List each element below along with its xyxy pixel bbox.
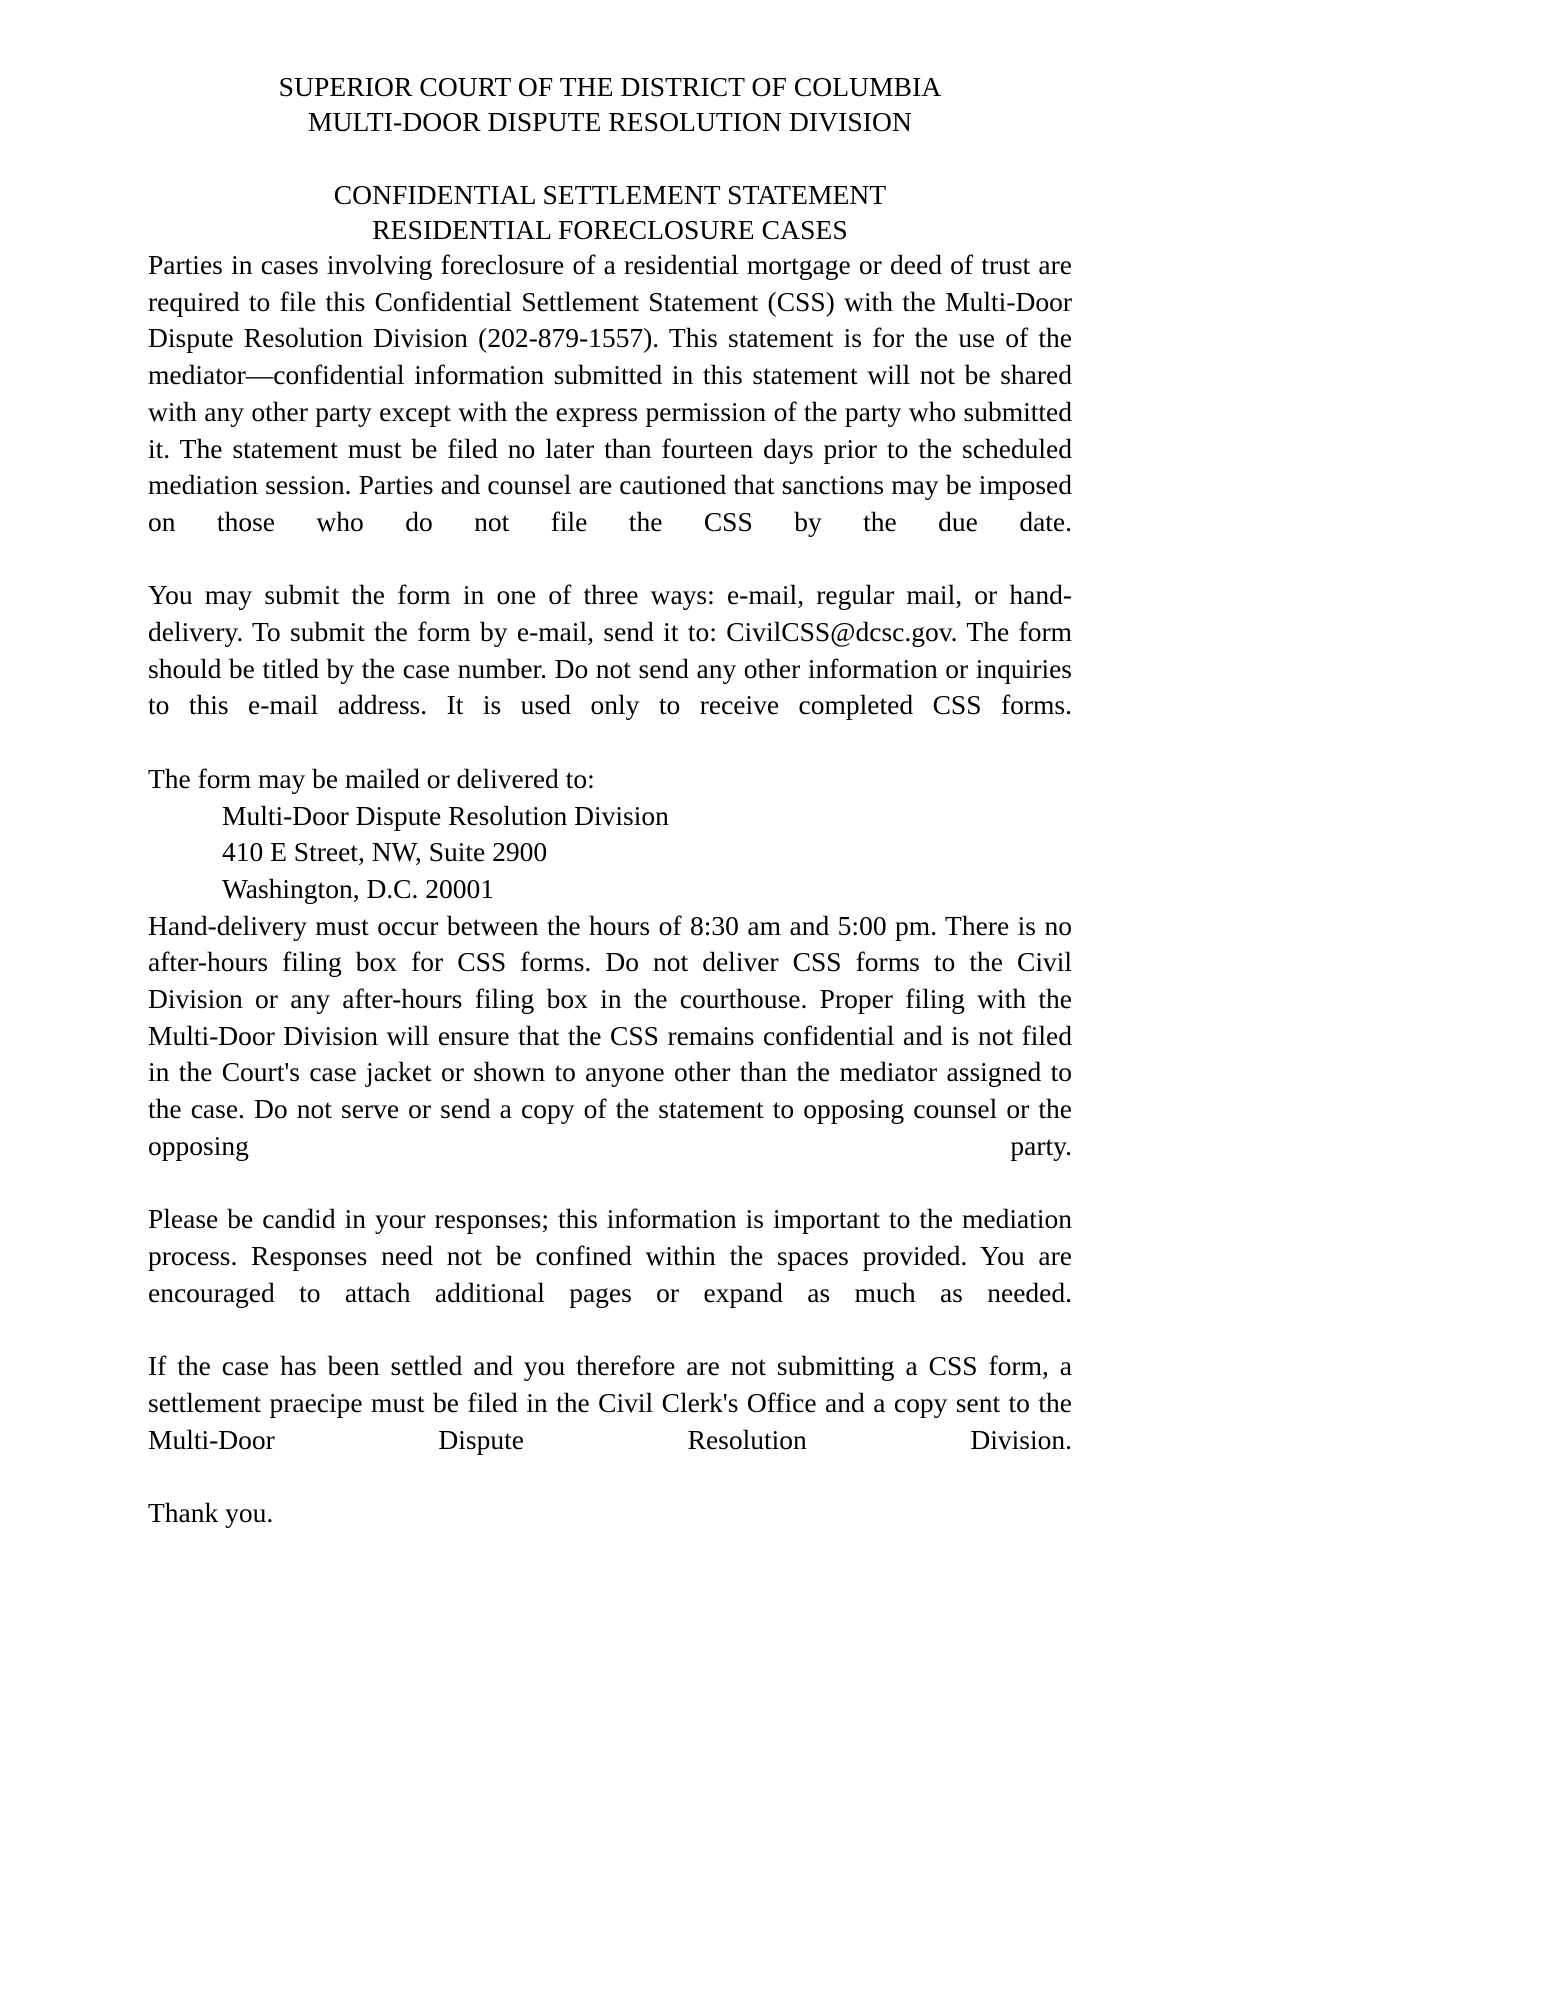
- mailing-address-block: [148, 761, 1072, 908]
- paragraph-candid-responses: Please be candid in your responses; this information is important to the mediation process. Responses need not be confined within the spaces provided. You are encouraged to attach additional pages or expand as much as needed.: [148, 1203, 1072, 1308]
- mailing-address-line-2: 410 E Street, NW, Suite 2900: [222, 836, 548, 868]
- form-heading: [148, 178, 1072, 247]
- paragraph-settled-case: If the case has been settled and you therefore are not submitting a CSS form, a settlement praecipe must be filed in the Civil Clerk's Office and a copy sent to the Multi-Door Dispute Resolution Division.: [148, 1350, 1072, 1455]
- closing-salutation: Thank you.: [148, 1496, 274, 1528]
- mailing-address-line-3: Washington, D.C. 20001: [222, 872, 495, 904]
- court-heading: [148, 70, 1072, 139]
- paragraph-filing-requirement: Parties in cases involving foreclosure of a residential mortgage or deed of trust are required to file this Confidential Settlement Statement (CSS) with the Multi-Door Dispute Resolution Division (202-879-1557). This statement is for the use of the mediator—confidential information submitted in this statement will not be shared with any other party except with the express permission of the party who submitted it. The statement must be filed no later than fourteen days prior to the scheduled mediation session. Parties and counsel are cautioned that sanctions may be imposed on those who do not file the CSS by the due date.: [148, 249, 1072, 537]
- court-heading-line-1: SUPERIOR COURT OF THE DISTRICT OF COLUMBIA: [278, 71, 942, 102]
- document-content: [148, 0, 1072, 1532]
- form-heading-line-1: CONFIDENTIAL SETTLEMENT STATEMENT: [333, 179, 887, 210]
- paragraph-submission-methods: You may submit the form in one of three ways: e-mail, regular mail, or hand-delivery. To submit the form by e-mail, send it to: CivilCSS@dcsc.gov. The form should be titled by the case number. Do not send any other information or inquiries to this e-mail address. It is used only to receive completed CSS forms.: [148, 579, 1072, 721]
- paragraph-hand-delivery: Hand-delivery must occur between the hours of 8:30 am and 5:00 pm. There is no after-hours filing box for CSS forms. Do not deliver CSS forms to the Civil Division or any after-hours filing box in the courthouse. Proper filing with the Multi-Door Division will ensure that the CSS remains confidential and is not filed in the Court's case jacket or shown to anyone other than the mediator assigned to the case. Do not serve or send a copy of the statement to opposing counsel or the opposing party.: [148, 909, 1072, 1161]
- court-heading-line-2: MULTI-DOOR DISPUTE RESOLUTION DIVISION: [308, 105, 912, 137]
- form-heading-line-2: RESIDENTIAL FORECLOSURE CASES: [372, 213, 848, 245]
- mailing-address-line-1: Multi-Door Dispute Resolution Division: [222, 799, 669, 831]
- mailing-address-intro: The form may be mailed or delivered to:: [148, 762, 595, 794]
